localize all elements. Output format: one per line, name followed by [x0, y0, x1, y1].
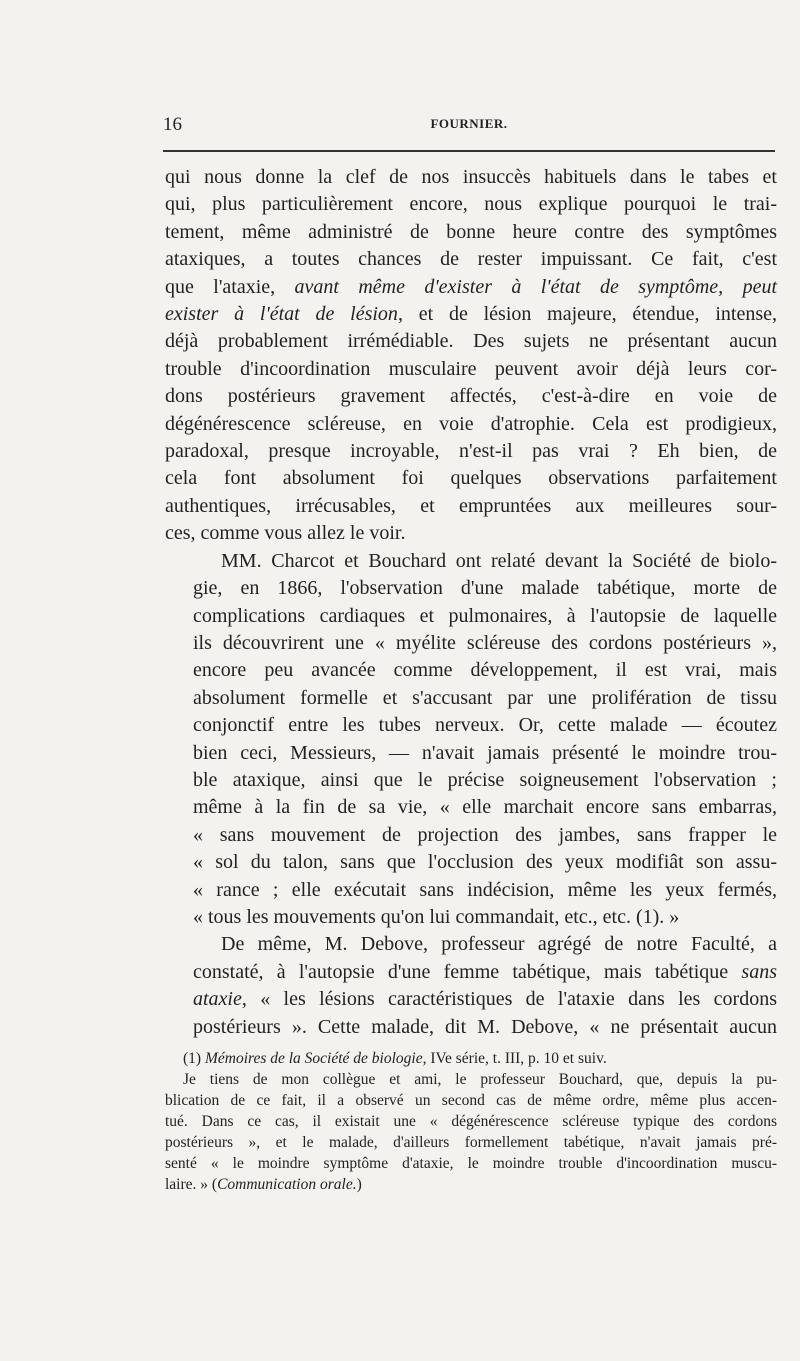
text-line: « sol du talon, sans que l'occlusion des yeux modifiât son assu-	[193, 851, 777, 874]
footnote-line: blication de ce fait, il a observé un second cas de même ordre, même plus accen-	[165, 1092, 777, 1109]
text-line: dons postérieurs gravement affectés, c'est-à-dire en voie de	[165, 385, 777, 408]
text-line: « sans mouvement de projection des jambes, sans frapper le	[193, 823, 777, 846]
paragraph	[165, 164, 777, 548]
text-line: tement, même administré de bonne heure contre des symptômes	[165, 220, 777, 243]
footnote-line: tué. Dans ce cas, il existait une « dégénérescence scléreuse typique des cordons	[165, 1113, 777, 1130]
text-line: ataxiques, a toutes chances de rester impuissant. Ce fait, c'est	[165, 248, 777, 271]
footnote-line: senté « le moindre symptôme d'ataxie, le moindre trouble d'incoordination muscu-	[165, 1155, 777, 1172]
text-line: que l'ataxie, avant même d'exister à l'état de symptôme, peut	[165, 275, 777, 298]
text-line: paradoxal, presque incroyable, n'est-il pas vrai ? Eh bien, de	[165, 440, 777, 463]
footnote-citation: (1) Mémoires de la Société de biologie, IVe série, t. III, p. 10 et suiv.	[183, 1050, 607, 1067]
running-head: FOURNIER.	[430, 116, 508, 131]
text-line: ils découvrirent une « myélite scléreuse des cordons postérieurs »,	[193, 631, 777, 654]
text-line: « tous les mouvements qu'on lui commandait, etc., etc. (1). »	[193, 905, 680, 928]
text-line: complications cardiaques et pulmonaires, à l'autopsie de laquelle	[193, 604, 777, 627]
text-line: encore peu avancée comme développement, il est vrai, mais	[193, 659, 777, 682]
text-line: cela font absolument foi quelques observations parfaitement	[165, 467, 777, 490]
text-line: « rance ; elle exécutait sans indécision, même les yeux fermés,	[193, 878, 777, 901]
text-line: même à la fin de sa vie, « elle marchait encore sans embarras,	[193, 796, 777, 819]
text-line: ces, comme vous allez le voir.	[165, 522, 406, 545]
text-line: dégénérescence scléreuse, en voie d'atrophie. Cela est prodigieux,	[165, 412, 777, 435]
text-line: absolument formelle et s'accusant par une prolifération de tissu	[193, 686, 777, 709]
text-line: déjà probablement irrémédiable. Des sujets ne présentant aucun	[165, 330, 777, 353]
paragraph	[165, 548, 777, 932]
page-header	[163, 112, 775, 140]
footnote-line: laire. » (Communication orale.)	[165, 1176, 362, 1193]
text-line: gie, en 1866, l'observation d'une malade tabétique, morte de	[193, 577, 777, 600]
footnote-line: postérieurs », et le malade, d'ailleurs formellement tabétique, n'avait jamais pré-	[165, 1134, 777, 1151]
text-line: De même, M. Debove, professeur agrégé de notre Faculté, a	[221, 933, 777, 956]
body-text	[165, 164, 777, 1041]
text-line: qui, plus particulièrement encore, nous explique pourquoi le trai-	[165, 193, 777, 216]
footnote-line: Je tiens de mon collègue et ami, le professeur Bouchard, que, depuis la pu-	[183, 1071, 777, 1088]
text-line: conjonctif entre les tubes nerveux. Or, cette malade — écoutez	[193, 714, 777, 737]
text-line: authentiques, irrécusables, et empruntées aux meilleures sour-	[165, 494, 777, 517]
text-line: MM. Charcot et Bouchard ont relaté devant la Société de biolo-	[221, 549, 777, 572]
header-rule	[163, 150, 775, 152]
text-line: bien ceci, Messieurs, — n'avait jamais présenté le moindre trou-	[193, 741, 777, 764]
footnotes	[165, 1048, 777, 1195]
text-line: ble ataxique, ainsi que le précise soigneusement l'observation ;	[193, 768, 777, 791]
text-line: qui nous donne la clef de nos insuccès habituels dans le tabes et	[165, 166, 777, 188]
paragraph	[165, 931, 777, 1041]
text-line: postérieurs ». Cette malade, dit M. Debove, « ne présentait aucun	[193, 1015, 777, 1038]
text-line: constaté, à l'autopsie d'une femme tabétique, mais tabétique sans	[193, 960, 777, 983]
text-line: trouble d'incoordination musculaire peuvent avoir déjà leurs cor-	[165, 357, 777, 380]
page-number: 16	[163, 114, 182, 135]
text-line: exister à l'état de lésion, et de lésion majeure, étendue, intense,	[165, 303, 777, 326]
text-line: ataxie, « les lésions caractéristiques de l'ataxie dans les cordons	[193, 988, 777, 1011]
